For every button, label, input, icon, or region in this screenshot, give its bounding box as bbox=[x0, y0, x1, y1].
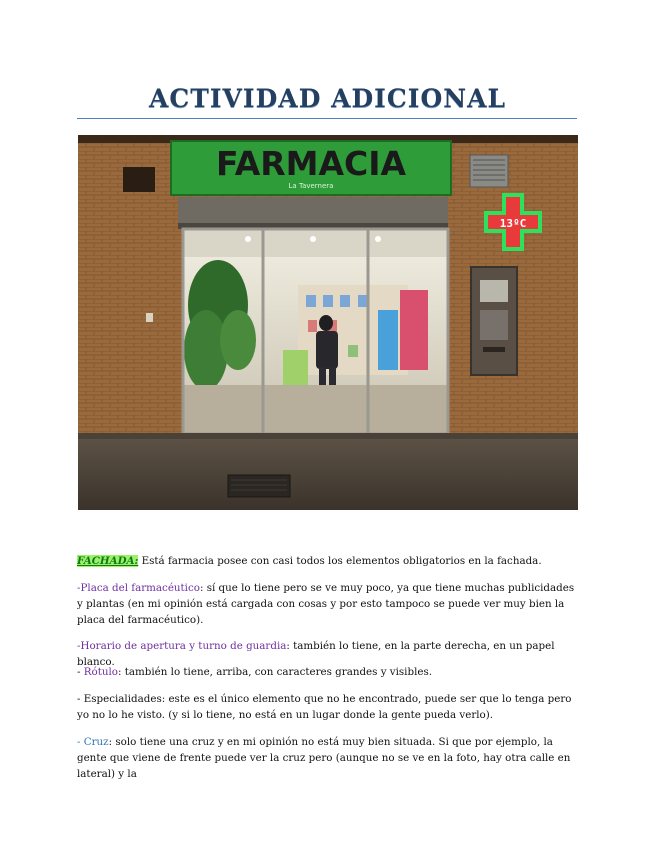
sign-subtitle: La Tavernera bbox=[288, 182, 334, 190]
temperature-display: 13ºC bbox=[499, 217, 527, 230]
placa-label: Placa del farmacéutico bbox=[80, 582, 200, 594]
fachada-label: FACHADA: bbox=[77, 555, 139, 567]
horario-prefix: - bbox=[77, 640, 81, 652]
paragraph-fachada bbox=[77, 553, 582, 569]
paragraph-placa bbox=[77, 580, 582, 628]
cruz-label: - Cruz bbox=[77, 736, 109, 748]
fachada-text: Está farmacia posee con casi todos los elementos obligatorios en la fachada. bbox=[138, 555, 542, 567]
page-title: ACTIVIDAD ADICIONAL bbox=[148, 84, 507, 113]
paragraph-especialidades bbox=[77, 691, 582, 723]
placa-text: : sí que lo tiene pero se ve muy poco, ya que tiene muchas publicidades y plantas (en mi opinión está cargada con cosas y por esto tampoco se puede ver muy bien la placa del farmacéutico). bbox=[77, 582, 575, 626]
paragraph-rotulo bbox=[77, 664, 582, 680]
rotulo-prefix: - bbox=[77, 666, 84, 678]
farmacia-sign: FARMACIA bbox=[215, 144, 407, 183]
pharmacy-facade-photo bbox=[78, 135, 578, 510]
horario-label: Horario de apertura y turno de guardia bbox=[80, 640, 287, 652]
placa-prefix: - bbox=[77, 582, 81, 594]
title-underline bbox=[77, 118, 577, 119]
rotulo-label: Rótulo bbox=[83, 666, 118, 678]
horario-text: : también lo tiene, en la parte derecha, en un papel blanco. bbox=[77, 640, 555, 668]
rotulo-text: : también lo tiene, arriba, con caracteres grandes y visibles. bbox=[117, 666, 433, 678]
paragraph-cruz bbox=[77, 734, 582, 782]
especialidades-text: - Especialidades: este es el único elemento que no he encontrado, puede ser que lo tenga pero yo no lo he visto. (y si lo tiene, no está en un lugar donde la gente pueda verlo). bbox=[77, 693, 572, 721]
cruz-text: : solo tiene una cruz y en mi opinión no está muy bien situada. Si que por ejemplo, la gente que viene de frente puede ver la cruz pero (aunque no se ve en la foto, hay otra calle en lateral) y la bbox=[77, 736, 571, 780]
